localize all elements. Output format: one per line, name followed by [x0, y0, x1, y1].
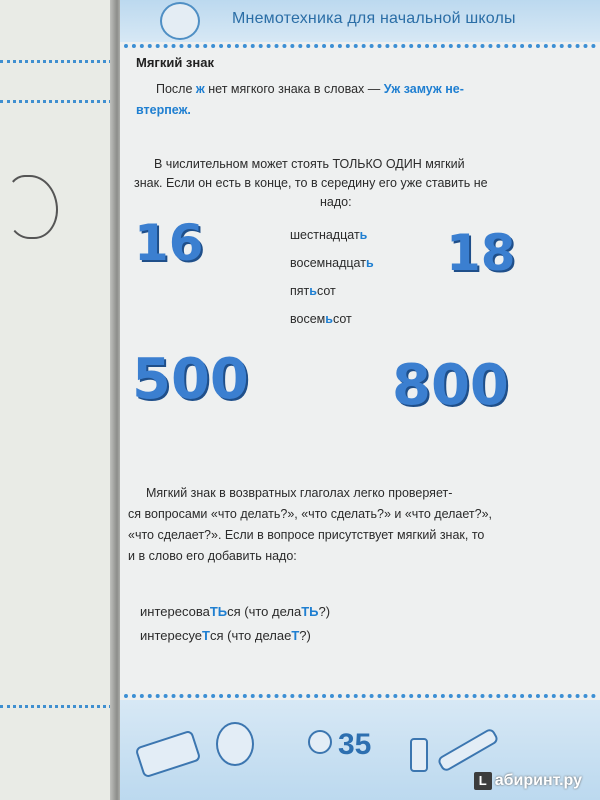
teapot-icon — [160, 2, 200, 40]
page-header-title: Мнемотехника для начальной школы — [232, 10, 516, 27]
rule-zh-paragraph-cont: втерпеж. — [136, 103, 191, 117]
dotted-divider — [124, 44, 596, 48]
dotted-divider — [0, 705, 118, 708]
handwritten-scribble — [6, 175, 58, 239]
verb-rule-line: Мягкий знак в возвратных глаголах легко проверяет- — [146, 486, 453, 500]
word-item: восемьсот — [290, 312, 352, 326]
rule-zh-paragraph: После ж нет мягкого знака в словах — Уж замуж не- — [156, 82, 464, 96]
dotted-divider — [0, 60, 118, 63]
verb-examples — [140, 600, 330, 648]
labirint-logo-icon: L — [474, 772, 492, 790]
number-18-illustration: 18 — [446, 224, 516, 282]
paperclip-icon — [308, 730, 332, 754]
dotted-divider — [0, 100, 118, 103]
verb-example: интересуеТся (что делаеТ?) — [140, 628, 311, 643]
pencil-icon — [410, 738, 428, 772]
numeral-word-list — [290, 228, 374, 340]
numeral-rule-line: надо: — [320, 195, 352, 209]
word-item: восемнадцать — [290, 256, 374, 270]
verb-rule-line: ся вопросами «что делать?», «что сделать?» и «что делает?», — [128, 507, 493, 521]
number-16-illustration: 16 — [134, 214, 204, 272]
page-number: 35 — [338, 728, 372, 761]
example-phrase: Уж замуж не- — [383, 82, 464, 96]
verb-example: интересоваТЬся (что делаТЬ?) — [140, 604, 331, 619]
number-500-illustration: 500 — [132, 347, 249, 412]
numeral-rule-line: знак. Если он есть в конце, то в середину его уже ставить не — [134, 176, 488, 190]
left-page — [0, 0, 118, 800]
site-watermark: L абиринт.ру — [474, 772, 582, 790]
numeral-rule-line: В числительном может стоять ТОЛЬКО ОДИН мягкий — [154, 157, 465, 171]
verb-rule-line: и в слово его добавить надо: — [128, 549, 297, 563]
dotted-divider — [124, 694, 596, 698]
letter-zh: ж — [195, 82, 205, 96]
section-title: Мягкий знак — [136, 55, 214, 70]
book-page — [120, 0, 600, 800]
word-item: шестнадцать — [290, 228, 368, 242]
ink-pot-icon — [216, 722, 254, 766]
verb-rule-line: «что сделает?». Если в вопросе присутствует мягкий знак, то — [128, 528, 485, 542]
number-800-illustration: 800 — [392, 353, 509, 418]
word-item: пятьсот — [290, 284, 336, 298]
